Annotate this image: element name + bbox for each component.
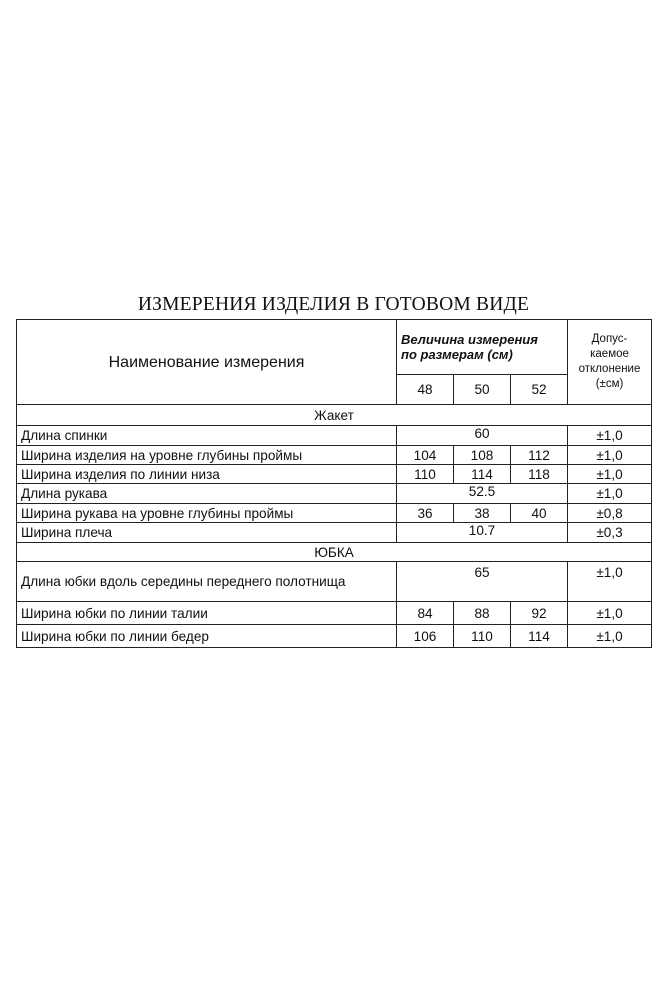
row-value-52: 40 [511,504,568,523]
size-50: 50 [454,375,511,405]
row-value-50: 88 [454,602,511,625]
section-row-skirt [17,543,652,562]
header-size-col [397,320,568,375]
table-row [17,504,652,523]
row-tolerance: ±1,0 [568,465,652,484]
row-tolerance: ±1,0 [568,484,652,504]
table-row [17,465,652,484]
row-value-50: 38 [454,504,511,523]
row-name: Ширина юбки по линии талии [17,602,397,625]
table-row [17,625,652,648]
row-tolerance: ±1,0 [568,426,652,446]
tolerance-line1: Допус- [591,333,628,345]
table-row [17,562,652,602]
row-value-52: 118 [511,465,568,484]
row-value-52: 92 [511,602,568,625]
row-name: Длина юбки вдоль середины переднего полотнища [17,562,397,602]
row-name: Ширина изделия по линии низа [17,465,397,484]
header-size-line1: Величина измерения [401,332,538,347]
row-name: Ширина изделия на уровне глубины проймы [17,446,397,465]
row-value-48: 36 [397,504,454,523]
row-tolerance: ±0,8 [568,504,652,523]
row-name: Ширина рукава на уровне глубины проймы [17,504,397,523]
table-row [17,523,652,543]
row-value-48: 104 [397,446,454,465]
table-row [17,446,652,465]
page-title: ИЗМЕРЕНИЯ ИЗДЕЛИЯ В ГОТОВОМ ВИДЕ [137,294,530,315]
measurements-table [16,319,652,648]
row-tolerance: ±1,0 [568,446,652,465]
table-row [17,426,652,446]
section-jacket: Жакет [17,405,652,426]
table-row [17,484,652,504]
table-row [17,602,652,625]
row-value-48: 110 [397,465,454,484]
row-value-all: 52.5 [397,484,568,504]
row-value-52: 112 [511,446,568,465]
tolerance-line3: отклонение [578,363,641,375]
row-tolerance: ±1,0 [568,562,652,602]
row-value-all: 10.7 [397,523,568,543]
header-name-col: Наименование измерения [17,320,397,405]
section-skirt: ЮБКА [17,543,652,562]
row-value-50: 114 [454,465,511,484]
row-value-48: 84 [397,602,454,625]
tolerance-line2: каемое [590,348,629,360]
header-size-line2: по размерам (см) [401,347,513,362]
row-name: Ширина юбки по линии бедер [17,625,397,648]
row-name: Длина рукава [17,484,397,504]
header-row [17,320,652,375]
row-tolerance: ±0,3 [568,523,652,543]
row-tolerance: ±1,0 [568,602,652,625]
header-tolerance-col [568,320,652,405]
row-value-all: 65 [397,562,568,602]
tolerance-line4: (±см) [595,378,624,390]
row-name: Ширина плеча [17,523,397,543]
row-name: Длина спинки [17,426,397,446]
section-row-jacket [17,405,652,426]
row-value-50: 108 [454,446,511,465]
row-value-50: 110 [454,625,511,648]
size-52: 52 [511,375,568,405]
row-value-52: 114 [511,625,568,648]
size-48: 48 [397,375,454,405]
row-value-all: 60 [397,426,568,446]
row-value-48: 106 [397,625,454,648]
row-tolerance: ±1,0 [568,625,652,648]
